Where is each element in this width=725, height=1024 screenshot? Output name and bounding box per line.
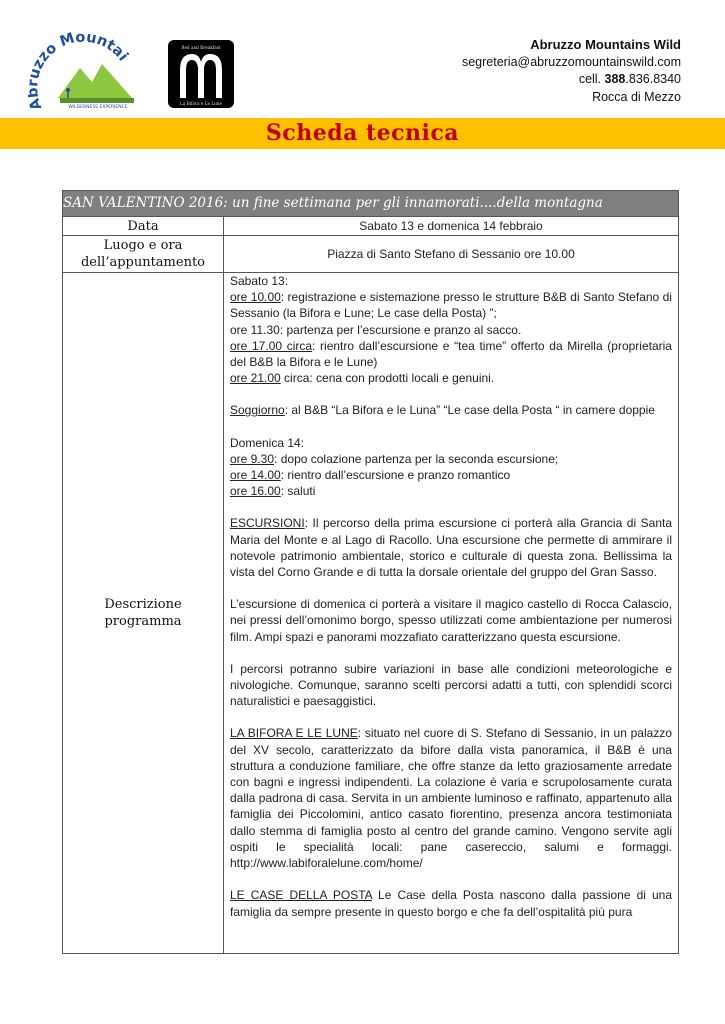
svg-text:La Bifora e Le Lune: La Bifora e Le Lune: [180, 101, 222, 106]
saturday-title: Sabato 13:: [230, 274, 289, 288]
list-item: ore 21.00 circa: cena con prodotti locali e genuini.: [230, 371, 495, 386]
list-item: ore 11.30: partenza per l’escursione e pranzo al sacco.: [230, 322, 522, 337]
svg-text:Abruzzo Mountains Wild: A zzo Mountai: [28, 29, 131, 113]
bifora-paragraph: LA BIFORA E LE LUNE: situato nel cuore di S. Stefano di Sessanio, in un palazzo del XV secolo, caratterizzato da bifore dalla vista panoramica, il B&B è una struttura a conduzione familiare, che offre stanze da letto graziosamente arredate con bagni e ingressi indipendenti. La colazione è varia e scrupolosamente curata dalla padrona di casa. Servita in un ambiente luminoso e raffinato, appartenuto alla famiglia dei Piccolomini, antico casato fiorentino, presenza ancora testimoniata dallo stemma di famiglia posto al centro del grande camino. Vengono servite agli ospiti le specialità locali: pane casereccio, salumi e formaggi. http://www.labiforalelune.com/home/: [230, 726, 672, 871]
svg-text:Bed and Breakfast: Bed and Breakfast: [181, 45, 221, 50]
la-bifora-e-le-lune-logo: [168, 40, 234, 108]
program-label: Descrizione programma: [63, 273, 224, 953]
list-item: ore 14.00: rientro dall’escursione e pranzo romantico: [230, 468, 511, 483]
org-name: Abruzzo Mountains Wild: [530, 37, 681, 52]
table-header: SAN VALENTINO 2016: un fine settimana per gli innamorati....della montagna: [63, 191, 678, 216]
page-title: Scheda tecnica: [265, 120, 460, 146]
list-item: ore 10.00: registrazione e sistemazione presso le strutture B&B di Santo Stefano di Sessanio (la Bifora e Lune; Le case della Posta) ”;: [230, 290, 672, 321]
case-della-posta-paragraph: LE CASE DELLA POSTA Le Case della Posta nascono dalla passione di una famiglia da sempre presente in questo borgo e che fa dell’ospitalità più pura: [230, 888, 672, 919]
abruzzo-mountains-wild-logo: [28, 24, 136, 116]
place-row: [63, 235, 678, 272]
stay-paragraph: Soggiorno: al B&B “La Bifora e le Luna” “Le case della Posta “ in camere doppie: [230, 403, 655, 418]
sunday-title: Domenica 14:: [230, 435, 305, 450]
list-item: ore 17.00 circa: rientro dall’escursione e “tea time” offerto da Mirella (proprietaria del B&B la Bifora e le Lune): [230, 338, 672, 370]
contact-info: [462, 36, 681, 106]
phone-text: cell. 388.836.8340: [578, 72, 681, 86]
program-description: [224, 273, 678, 953]
date-value: Sabato 13 e domenica 14 febbraio: [359, 219, 543, 233]
city-text: Rocca di Mezzo: [592, 89, 681, 104]
date-row: [63, 216, 678, 235]
excursions-paragraph: ESCURSIONI: Il percorso della prima escursione ci porterà alla Grancia di Santa Maria del Monte e al Lago di Racollo. Una escursione che permette di ammirare il notevole patrimonio ambientale, storico e culturale di questa zona. Bellissima la vista del Corno Grande e di tutta la dorsale orientale del gruppo del Gran Sasso.: [230, 516, 672, 580]
place-label: Luogo e ora dell’appuntamento: [63, 236, 224, 272]
sunday-excursion-paragraph: L’escursione di domenica ci porterà a visitare il magico castello di Rocca Calascio, nei pressi dell’omonimo borgo, spesso utilizzati come ambientazione per numerosi film. Ampi spazi e panorami mozzafiato caratterizzano questa escursione.: [230, 597, 672, 644]
routes-paragraph: I percorsi potranno subire variazioni in base alle condizioni meteorologiche e nivologiche. Comunque, saranno scelti percorsi adatti a tutti, con splendidi scorci naturalistici e paesaggistici.: [230, 661, 672, 709]
email-text: segreteria@abruzzomountainswild.com: [461, 54, 681, 69]
list-item: ore 16.00: saluti: [230, 484, 316, 499]
program-row: [63, 272, 678, 953]
svg-text:WILDERNESS EXPERIENCE: WILDERNESS EXPERIENCE: [68, 105, 128, 110]
tech-sheet-table: [62, 190, 679, 954]
place-value: Piazza di Santo Stefano di Sessanio ore 10.00: [327, 247, 575, 261]
date-label: Data: [63, 217, 224, 235]
list-item: ore 9.30: dopo colazione partenza per la seconda escursione;: [230, 451, 559, 466]
